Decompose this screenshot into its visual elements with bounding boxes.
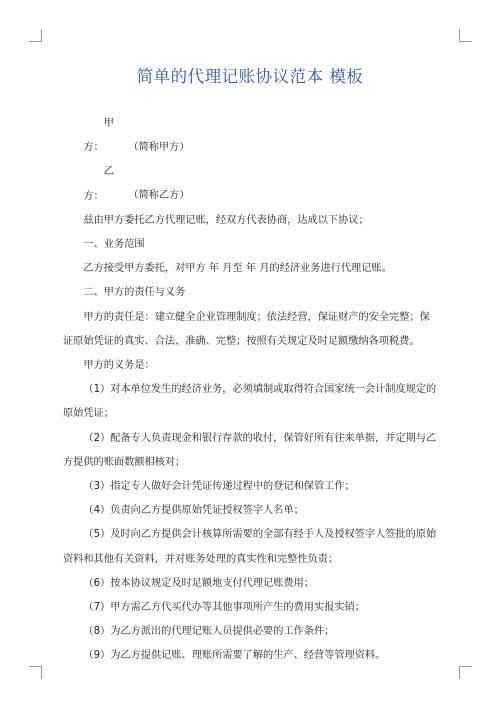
list-item-4: （4）负责向乙方提供原始凭证授权签字人名单； — [83, 505, 304, 517]
crop-mark-bottom-left — [29, 666, 42, 679]
list-item-7: （7）甲方需乙方代买代办等其他事项所产生的费用实报实销； — [83, 602, 365, 614]
paragraph-scope: 乙方接受甲方委托，对甲方 年 月至 年 月的经济业务进行代理记账。 — [83, 263, 392, 275]
list-item-3: （3）指定专人做好会计凭证传递过程中的登记和保管工作； — [83, 481, 355, 493]
list-item-9: （9）为乙方提供记账、理账所需要了解的生产、经营等管理资料。 — [83, 650, 386, 662]
crop-mark-top-left — [29, 29, 42, 42]
list-item-1: （1）对本单位发生的经济业务，必须填制或取得符合国家统一会计制度规定的原始凭证； — [63, 384, 437, 420]
party-a-line — [63, 112, 439, 160]
document-title: 简单的代理记账协议范本 模板 — [136, 67, 364, 86]
crop-mark-bottom-right — [459, 666, 472, 679]
crop-mark-top-right — [459, 29, 472, 42]
paragraph-party-a-responsibility: 甲方的责任是：建立健全企业管理制度；依法经营，保证财产的安全完整；保证原始凭证的真实、合法、准确、完整；按照有关规定及时足额缴纳各项税费。 — [63, 311, 430, 347]
section-heading-party-a: 二、甲方的责任与义务 — [83, 287, 186, 299]
document-body — [63, 112, 439, 669]
paragraph-intro: 兹由甲方委托乙方代理记账，经双方代表协商，达成以下协议； — [83, 214, 369, 226]
list-item-5: （5）及时向乙方提供会计核算所需要的全部有经手人及授权签字人签批的原始资料和其他有关资料，并对账务处理的真实性和完整性负责； — [63, 529, 437, 565]
section-heading-scope: 一、业务范围 — [83, 239, 145, 251]
list-item-8: （8）为乙方派出的代理记账人员提供必要的工作条件； — [83, 626, 335, 638]
paragraph-party-a-obligations: 甲方的义务是： — [83, 360, 155, 372]
party-a-label: 甲方： — [83, 118, 114, 154]
party-b-value: （简称乙方） — [128, 190, 190, 202]
party-b-label: 乙方： — [83, 166, 114, 202]
party-b-line — [63, 160, 439, 208]
list-item-2: （2）配备专人负责现金和银行存款的收付，保管好所有往来单据，并定期与乙方提供的账面数额相核对； — [63, 432, 437, 468]
list-item-6: （6）按本协议规定及时足额地支付代理记账费用； — [83, 577, 314, 589]
party-a-value: （简称甲方） — [128, 142, 190, 154]
